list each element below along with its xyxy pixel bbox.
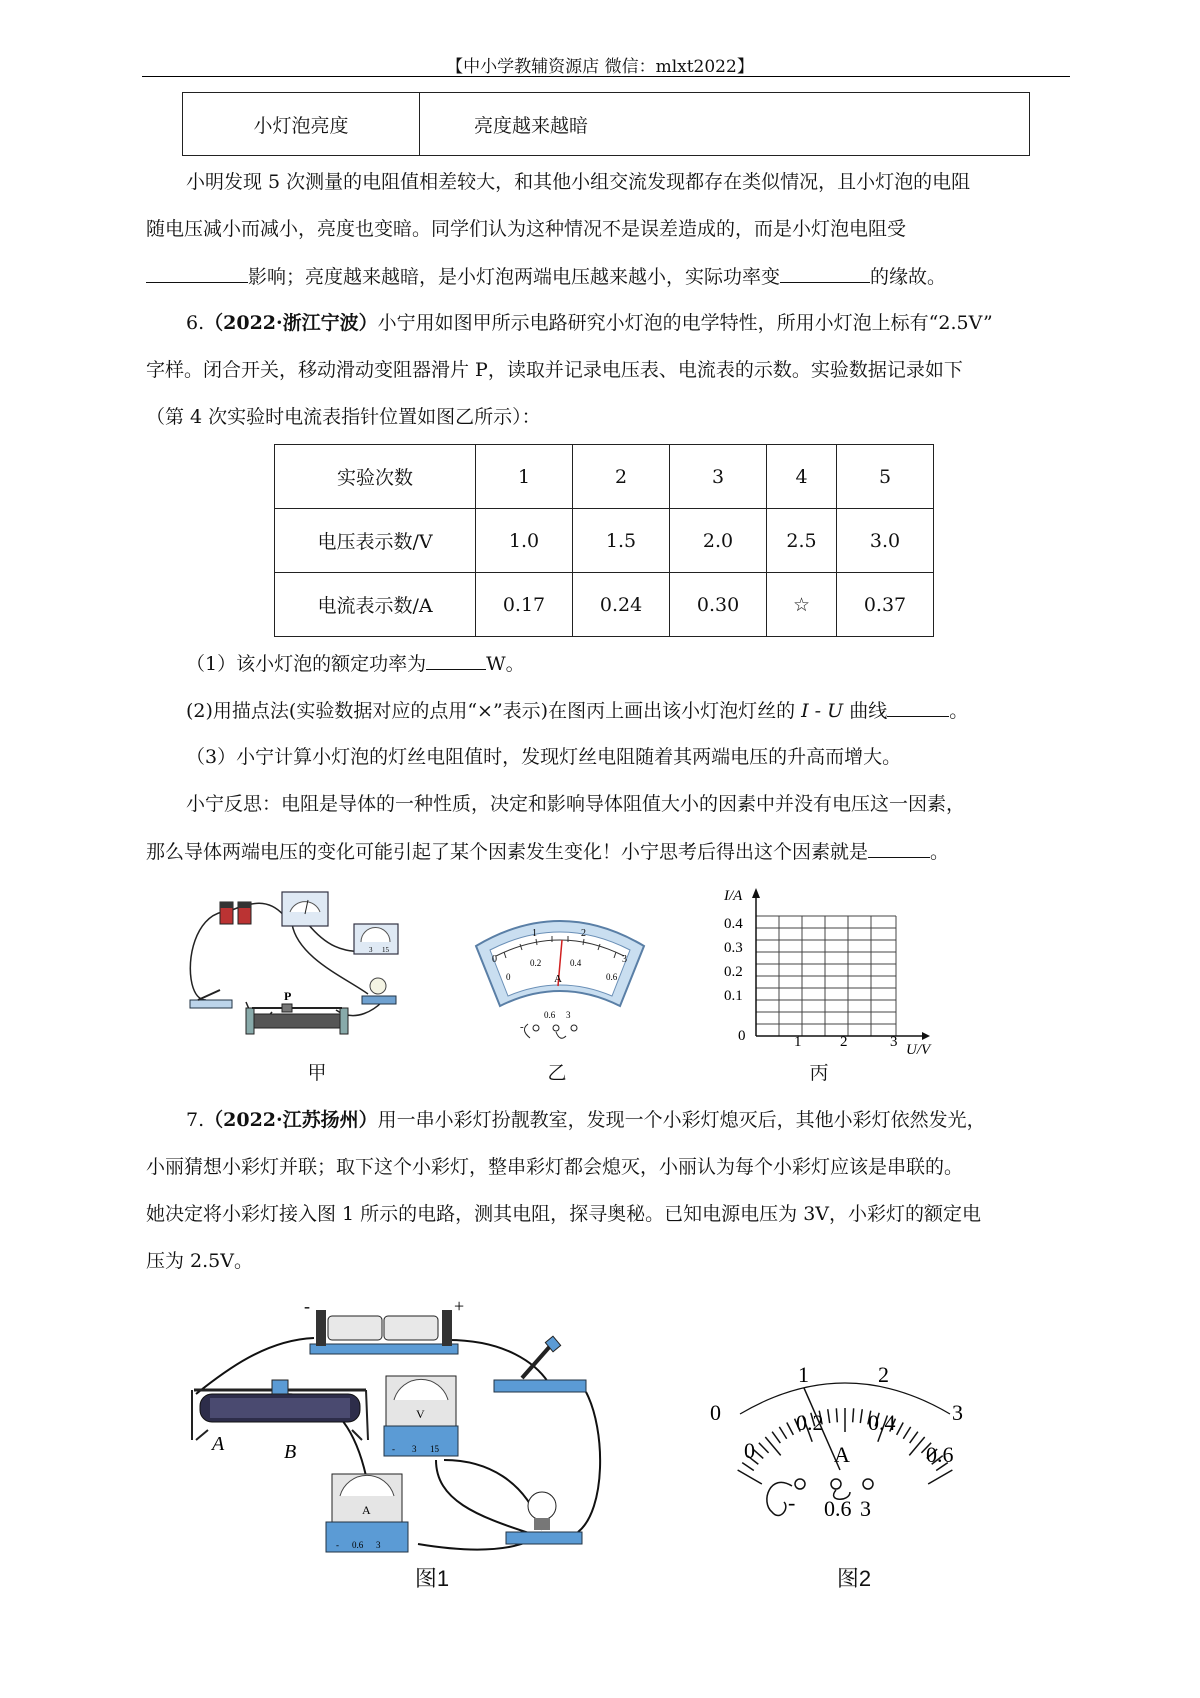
svg-text:I/A: I/A — [724, 888, 743, 904]
answer-blank[interactable] — [146, 264, 248, 283]
header-divider — [142, 76, 1070, 77]
svg-text:2: 2 — [840, 1034, 848, 1050]
svg-text:3: 3 — [566, 1010, 571, 1020]
table-cell: 2.5 — [767, 509, 837, 573]
svg-text:3: 3 — [412, 1444, 417, 1454]
answer-blank[interactable] — [780, 264, 870, 283]
meter-dial-fig2 — [700, 1362, 990, 1552]
dial-tick — [738, 1470, 762, 1484]
table-header: 1 — [476, 445, 573, 509]
svg-text:B: B — [284, 1441, 297, 1463]
svg-text:0: 0 — [710, 1400, 721, 1425]
svg-text:15: 15 — [430, 1444, 439, 1454]
svg-text:0.2: 0.2 — [796, 1410, 824, 1435]
svg-text:0.6: 0.6 — [544, 1010, 556, 1020]
circuit-diagram-fig1 — [186, 1300, 636, 1560]
table-cell: 0.24 — [573, 573, 670, 637]
ammeter-dial-yi — [470, 906, 650, 1046]
svg-text:0.1: 0.1 — [724, 988, 743, 1004]
table-cell: 电流表示数/A — [275, 573, 476, 637]
svg-text:1: 1 — [794, 1034, 802, 1050]
svg-text:0.2: 0.2 — [724, 964, 743, 980]
page-header: 【中小学教辅资源店 微信：mlxt2022】 — [446, 57, 754, 77]
svg-text:3: 3 — [890, 1034, 898, 1050]
svg-text:0.4: 0.4 — [570, 958, 582, 968]
dial-tick — [860, 1409, 862, 1423]
q6-sub1: （1）该小灯泡的额定功率为 W。 — [186, 653, 525, 675]
table-cell: 1.5 — [573, 509, 670, 573]
dial-tick — [772, 1432, 780, 1443]
q5-line: 小明发现 5 次测量的电阻值相差较大，和其他小组交流发现都存在类似情况，且小灯泡的电阻 — [186, 171, 971, 193]
svg-text:0.6: 0.6 — [926, 1442, 954, 1467]
svg-text:A: A — [362, 1503, 371, 1517]
answer-blank[interactable] — [426, 651, 486, 670]
svg-text:0.3: 0.3 — [724, 940, 743, 956]
dial-tick — [779, 1427, 786, 1439]
svg-text:0.6: 0.6 — [352, 1540, 364, 1550]
figure-caption-jia: 甲 — [307, 1062, 327, 1084]
q6-reflect: 小宁反思：电阻是导体的一种性质，决定和影响导体阻值大小的因素中并没有电压这一因素， — [186, 793, 966, 815]
svg-text:3: 3 — [952, 1400, 963, 1425]
svg-text:-: - — [336, 1540, 339, 1550]
svg-text:0.4: 0.4 — [868, 1410, 896, 1435]
svg-text:U/V: U/V — [906, 1042, 931, 1056]
svg-text:A: A — [834, 1442, 850, 1467]
svg-text:P: P — [284, 989, 292, 1003]
svg-text:-: - — [304, 1300, 310, 1316]
dial-tick — [853, 1408, 854, 1422]
q5-line: 影响；亮度越来越暗，是小灯泡两端电压越来越小，实际功率变 的缘故。 — [146, 264, 1066, 289]
table-cell: 3.0 — [836, 509, 933, 573]
dial-tick — [828, 1409, 830, 1423]
svg-text:+: + — [454, 1300, 465, 1316]
table-cell: ☆ — [767, 573, 837, 637]
table-cell: 0.37 — [836, 573, 933, 637]
svg-text:0.4: 0.4 — [724, 916, 743, 932]
dial-tick — [742, 1463, 754, 1471]
table-cell: 电压表示数/V — [275, 509, 476, 573]
q7-stem-line: 压为 2.5V。 — [146, 1250, 253, 1272]
dial-tick — [910, 1432, 918, 1443]
table-header: 5 — [836, 445, 933, 509]
dial-tick — [836, 1408, 837, 1422]
svg-text:-: - — [788, 1490, 796, 1515]
dial-tick — [897, 1423, 904, 1435]
svg-text:0.6: 0.6 — [606, 972, 618, 982]
dial-tick — [787, 1423, 794, 1435]
q7-stem-line: 她决定将小彩灯接入图 1 所示的电路，测其电阻，探寻奥秘。已知电源电压为 3V，小彩灯的额定电 — [146, 1203, 982, 1225]
q6-source: （2022·浙江宁波） — [204, 312, 378, 334]
table-header: 3 — [670, 445, 767, 509]
q7-source: （2022·江苏扬州） — [204, 1109, 378, 1131]
q6-stem-line: 字样。闭合开关，移动滑动变阻器滑片 P，读取并记录电压表、电流表的示数。实验数据记录如下 — [146, 359, 963, 381]
answer-blank[interactable] — [868, 839, 930, 858]
svg-text:-: - — [392, 1444, 395, 1454]
dial-tick — [903, 1427, 910, 1439]
q6-stem-line: （第 4 次实验时电流表指针位置如图乙所示）： — [146, 406, 541, 428]
svg-text:-: - — [520, 1021, 524, 1033]
circuit-diagram-jia — [186, 888, 426, 1048]
q6-sub2: (2)用描点法(实验数据对应的点用“×”表示)在图丙上画出该小灯泡灯丝的 I - U 曲线 。 — [186, 700, 969, 722]
svg-text:15: 15 — [382, 946, 389, 954]
q7-stem-line: 小丽猜想小彩灯并联；取下这个小彩灯，整串彩灯都会熄灭，小丽认为每个小彩灯应该是串联的。 — [146, 1156, 964, 1178]
table-header: 2 — [573, 445, 670, 509]
svg-text:3: 3 — [376, 1540, 381, 1550]
svg-text:1: 1 — [798, 1362, 809, 1387]
svg-text:0.2: 0.2 — [530, 958, 542, 968]
svg-text:3: 3 — [369, 946, 373, 954]
svg-text:V: V — [416, 1407, 425, 1421]
svg-text:3: 3 — [622, 954, 627, 965]
figure-caption-fig1: 图1 — [414, 1566, 450, 1591]
svg-text:0.6: 0.6 — [824, 1496, 852, 1521]
q6-stem-line: 6.（2022·浙江宁波）小宁用如图甲所示电路研究小灯泡的电学特性，所用小灯泡上标有“2.5V” — [186, 312, 993, 334]
figure-caption-fig2: 图2 — [836, 1566, 872, 1591]
table-cell: 0.17 — [476, 573, 573, 637]
dial-tick — [928, 1470, 952, 1484]
svg-text:0: 0 — [744, 1438, 755, 1463]
q7-stem-line: 7.（2022·江苏扬州）用一串小彩灯扮靓教室，发现一个小彩灯熄灭后，其他小彩灯依然发光， — [186, 1109, 986, 1131]
brightness-table — [182, 92, 1030, 156]
svg-text:0: 0 — [492, 954, 497, 965]
svg-text:0: 0 — [738, 1028, 746, 1044]
dial-tick — [759, 1443, 769, 1453]
iu-graph-bing — [716, 884, 946, 1056]
q6-sub3: （3）小宁计算小灯泡的灯丝电阻值时，发现灯丝电阻随着其两端电压的升高而增大。 — [186, 746, 902, 768]
table-cell: 小灯泡亮度 — [183, 93, 420, 156]
svg-text:2: 2 — [878, 1362, 889, 1387]
table-header: 实验次数 — [275, 445, 476, 509]
answer-blank[interactable] — [887, 698, 949, 717]
figure-caption-yi: 乙 — [547, 1062, 567, 1084]
figure-caption-bing: 丙 — [809, 1062, 829, 1084]
svg-text:2: 2 — [581, 928, 586, 939]
table-cell: 1.0 — [476, 509, 573, 573]
q6-reflect: 那么导体两端电压的变化可能引起了某个因素发生变化！小宁思考后得出这个因素就是 。 — [146, 841, 950, 863]
q5-line: 随电压减小而减小，亮度也变暗。同学们认为这种情况不是误差造成的，而是小灯泡电阻受 — [146, 218, 907, 240]
svg-text:3: 3 — [860, 1496, 871, 1521]
table-header: 4 — [767, 445, 837, 509]
svg-text:1: 1 — [532, 928, 537, 939]
svg-text:0: 0 — [506, 972, 511, 982]
table-cell: 0.30 — [670, 573, 767, 637]
svg-text:A: A — [212, 1433, 225, 1455]
table-cell: 2.0 — [670, 509, 767, 573]
experiment-table — [274, 444, 934, 637]
svg-text:A: A — [554, 973, 562, 985]
table-cell: 亮度越来越暗 — [420, 93, 1030, 156]
